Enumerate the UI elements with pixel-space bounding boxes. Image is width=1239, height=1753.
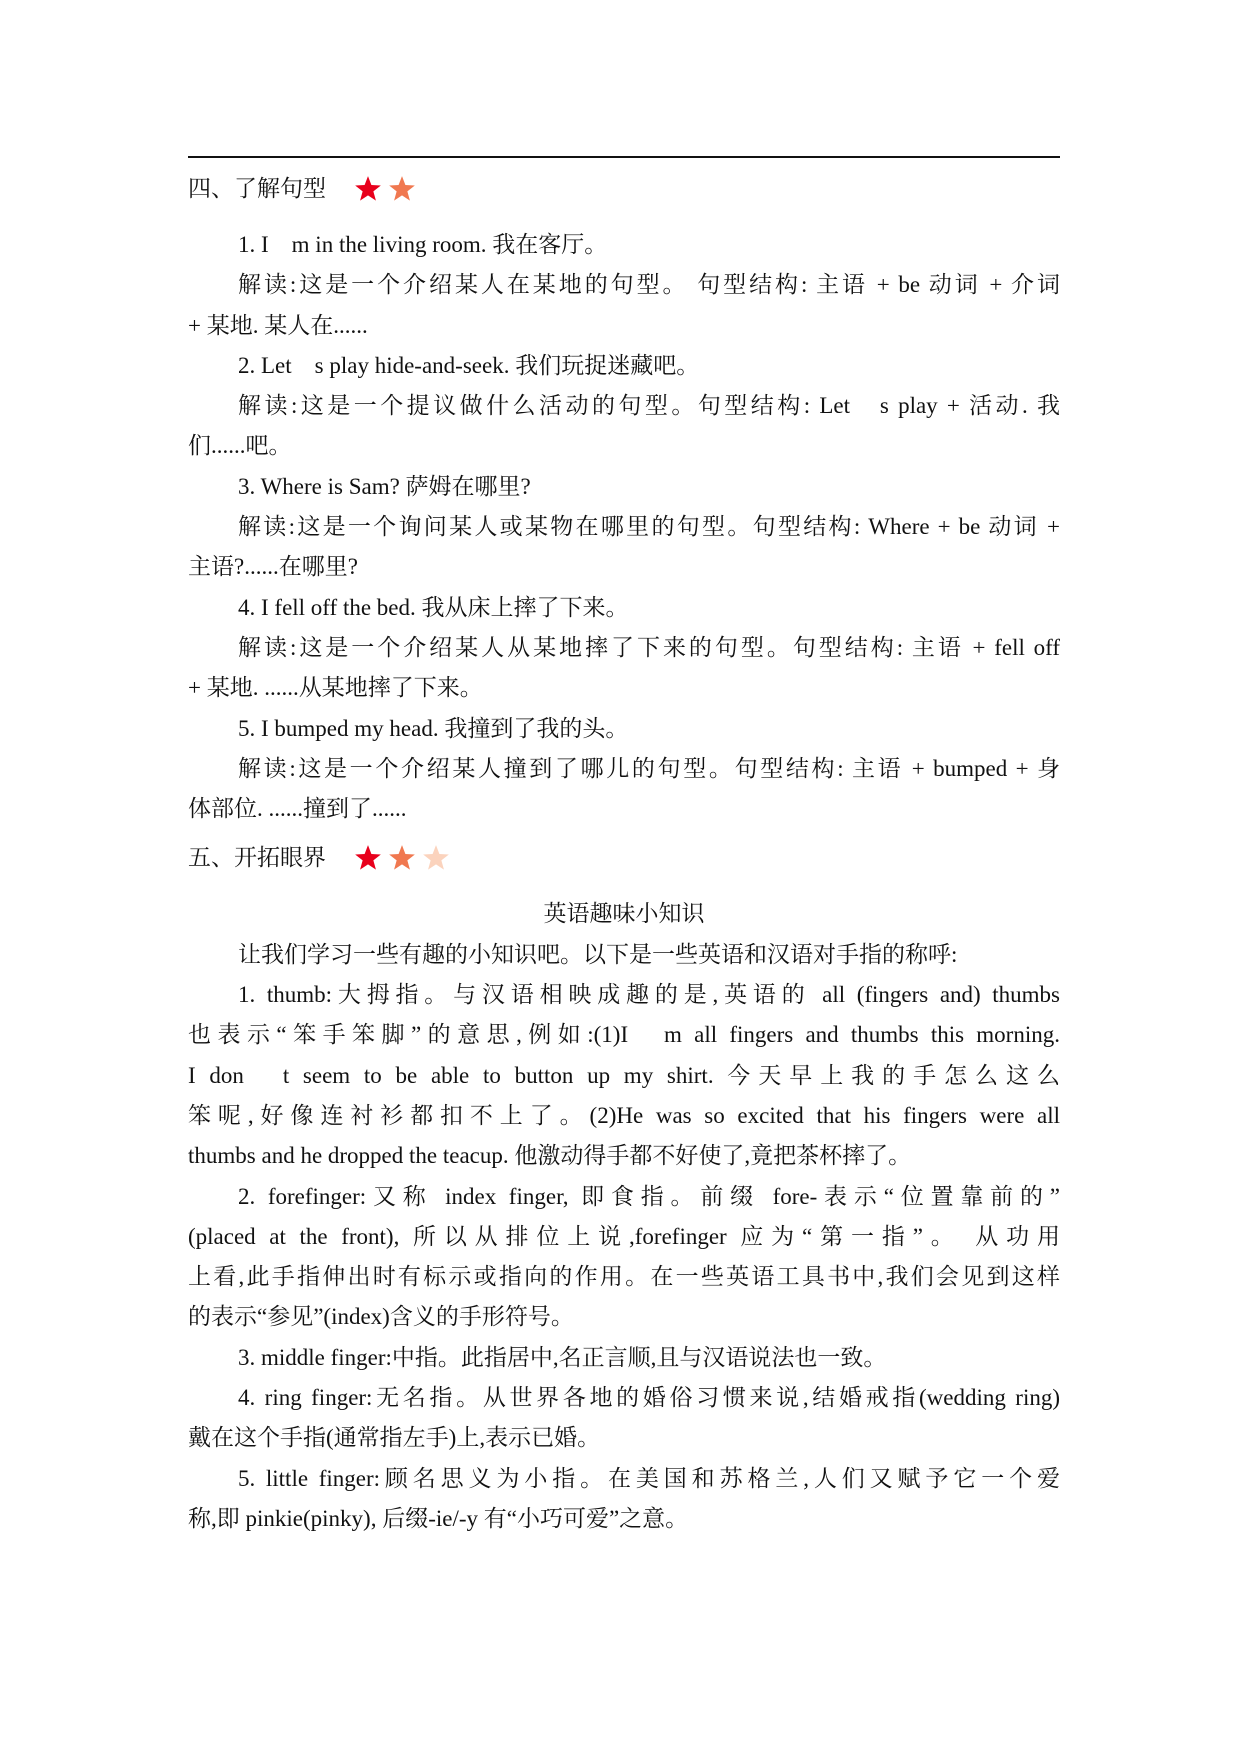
text-line: 主语?......在哪里? — [188, 554, 358, 580]
paragraph — [188, 749, 1060, 830]
text-line: 2. Let s play hide-and-seek. 我们玩捉迷藏吧。 — [238, 352, 700, 378]
document-body — [188, 169, 1060, 1539]
text-line: 解读:这是一个介绍某人在某地的句型。 句型结构: 主语 + be 动词 + 介词 — [238, 272, 1060, 298]
paragraph — [188, 1378, 1060, 1459]
paragraph — [188, 225, 1060, 265]
text-line: 们......吧。 — [188, 433, 292, 459]
text-line: 3. Where is Sam? 萨姆在哪里? — [238, 473, 531, 499]
paragraph — [188, 1459, 1060, 1540]
paragraph — [188, 709, 1060, 749]
text-line: + 某地. ......从某地摔了下来。 — [188, 675, 483, 701]
text-line: 解读:这是一个介绍某人从某地摔了下来的句型。句型结构: 主语 + fell off — [238, 634, 1060, 660]
text-line: 2. forefinger:又称 index finger, 即食指。前缀 fore-表示“位置靠前的” — [238, 1183, 1060, 1209]
difficulty-stars — [354, 844, 450, 872]
paragraph — [188, 1338, 1060, 1378]
text-line: 体部位. ......撞到了...... — [188, 796, 407, 822]
paragraph — [188, 386, 1060, 467]
paragraph — [188, 507, 1060, 588]
text-line: thumbs and he dropped the teacup. 他激动得手都不好使了,竟把茶杯摔了。 — [188, 1143, 912, 1169]
star-icon — [354, 844, 382, 872]
text-line: 1. thumb:大拇指。与汉语相映成趣的是,英语的 all (fingers and) thumbs — [238, 982, 1060, 1008]
text-line: 解读:这是一个询问某人或某物在哪里的句型。句型结构: Where + be 动词 + — [238, 514, 1060, 540]
star-icon — [388, 844, 416, 872]
section-heading-text: 四、了解句型 — [188, 176, 326, 201]
text-line: 1. I m in the living room. 我在客厅。 — [238, 232, 608, 257]
text-line: 5. little finger:顾名思义为小指。在美国和苏格兰,人们又赋予它一个爱 — [238, 1465, 1060, 1491]
section-title: 英语趣味小知识 — [543, 901, 705, 927]
text-line: 也表示“笨手笨脚”的意思,例如:(1)I m all fingers and thumbs this morning. — [188, 1022, 1060, 1048]
text-line: + 某地. 某人在...... — [188, 312, 368, 338]
text-line: 4. I fell off the bed. 我从床上摔了下来。 — [238, 594, 629, 620]
text-line: 称,即 pinkie(pinky), 后缀-ie/-y 有“小巧可爱”之意。 — [188, 1505, 689, 1531]
text-line: 3. middle finger:中指。此指居中,名正言顺,且与汉语说法也一致。 — [238, 1344, 887, 1370]
text-line: 解读:这是一个介绍某人撞到了哪儿的句型。句型结构: 主语 + bumped + 身 — [238, 755, 1060, 781]
text-line: 4. ring finger:无名指。从世界各地的婚俗习惯来说,结婚戒指(wedding ring) — [238, 1385, 1060, 1411]
text-line: (placed at the front), 所以从排位上说,forefinger 应为“第一指”。 从功用 — [188, 1223, 1060, 1249]
header-rule — [188, 156, 1060, 158]
paragraph — [188, 935, 1060, 975]
paragraph — [188, 975, 1060, 1176]
paragraph — [188, 588, 1060, 628]
difficulty-stars — [354, 175, 416, 203]
text-line: I don t seem to be able to button up my shirt. 今天早上我的手怎么这么 — [188, 1062, 1060, 1088]
paragraph — [188, 628, 1060, 709]
section-heading — [188, 169, 1060, 209]
text-line: 上看,此手指伸出时有标示或指向的作用。在一些英语工具书中,我们会见到这样 — [188, 1264, 1060, 1290]
section-heading — [188, 838, 1060, 878]
paragraph — [188, 346, 1060, 386]
text-line: 戴在这个手指(通常指左手)上,表示已婚。 — [188, 1425, 601, 1451]
paragraph — [188, 1177, 1060, 1338]
paragraph — [188, 467, 1060, 507]
text-line: 的表示“参见”(index)含义的手形符号。 — [188, 1304, 574, 1330]
paragraph — [188, 265, 1060, 346]
section-heading-text: 五、开拓眼界 — [188, 845, 326, 871]
text-line: 让我们学习一些有趣的小知识吧。以下是一些英语和汉语对手指的称呼: — [238, 941, 958, 967]
text-line: 5. I bumped my head. 我撞到了我的头。 — [238, 715, 629, 741]
text-line: 笨呢,好像连衬衫都扣不上了。(2)He was so excited that his fingers were all — [188, 1102, 1060, 1128]
star-icon — [422, 844, 450, 872]
star-icon — [354, 175, 382, 203]
star-icon — [388, 175, 416, 203]
text-line: 解读:这是一个提议做什么活动的句型。句型结构: Let s play + 活动. 我 — [238, 393, 1060, 419]
